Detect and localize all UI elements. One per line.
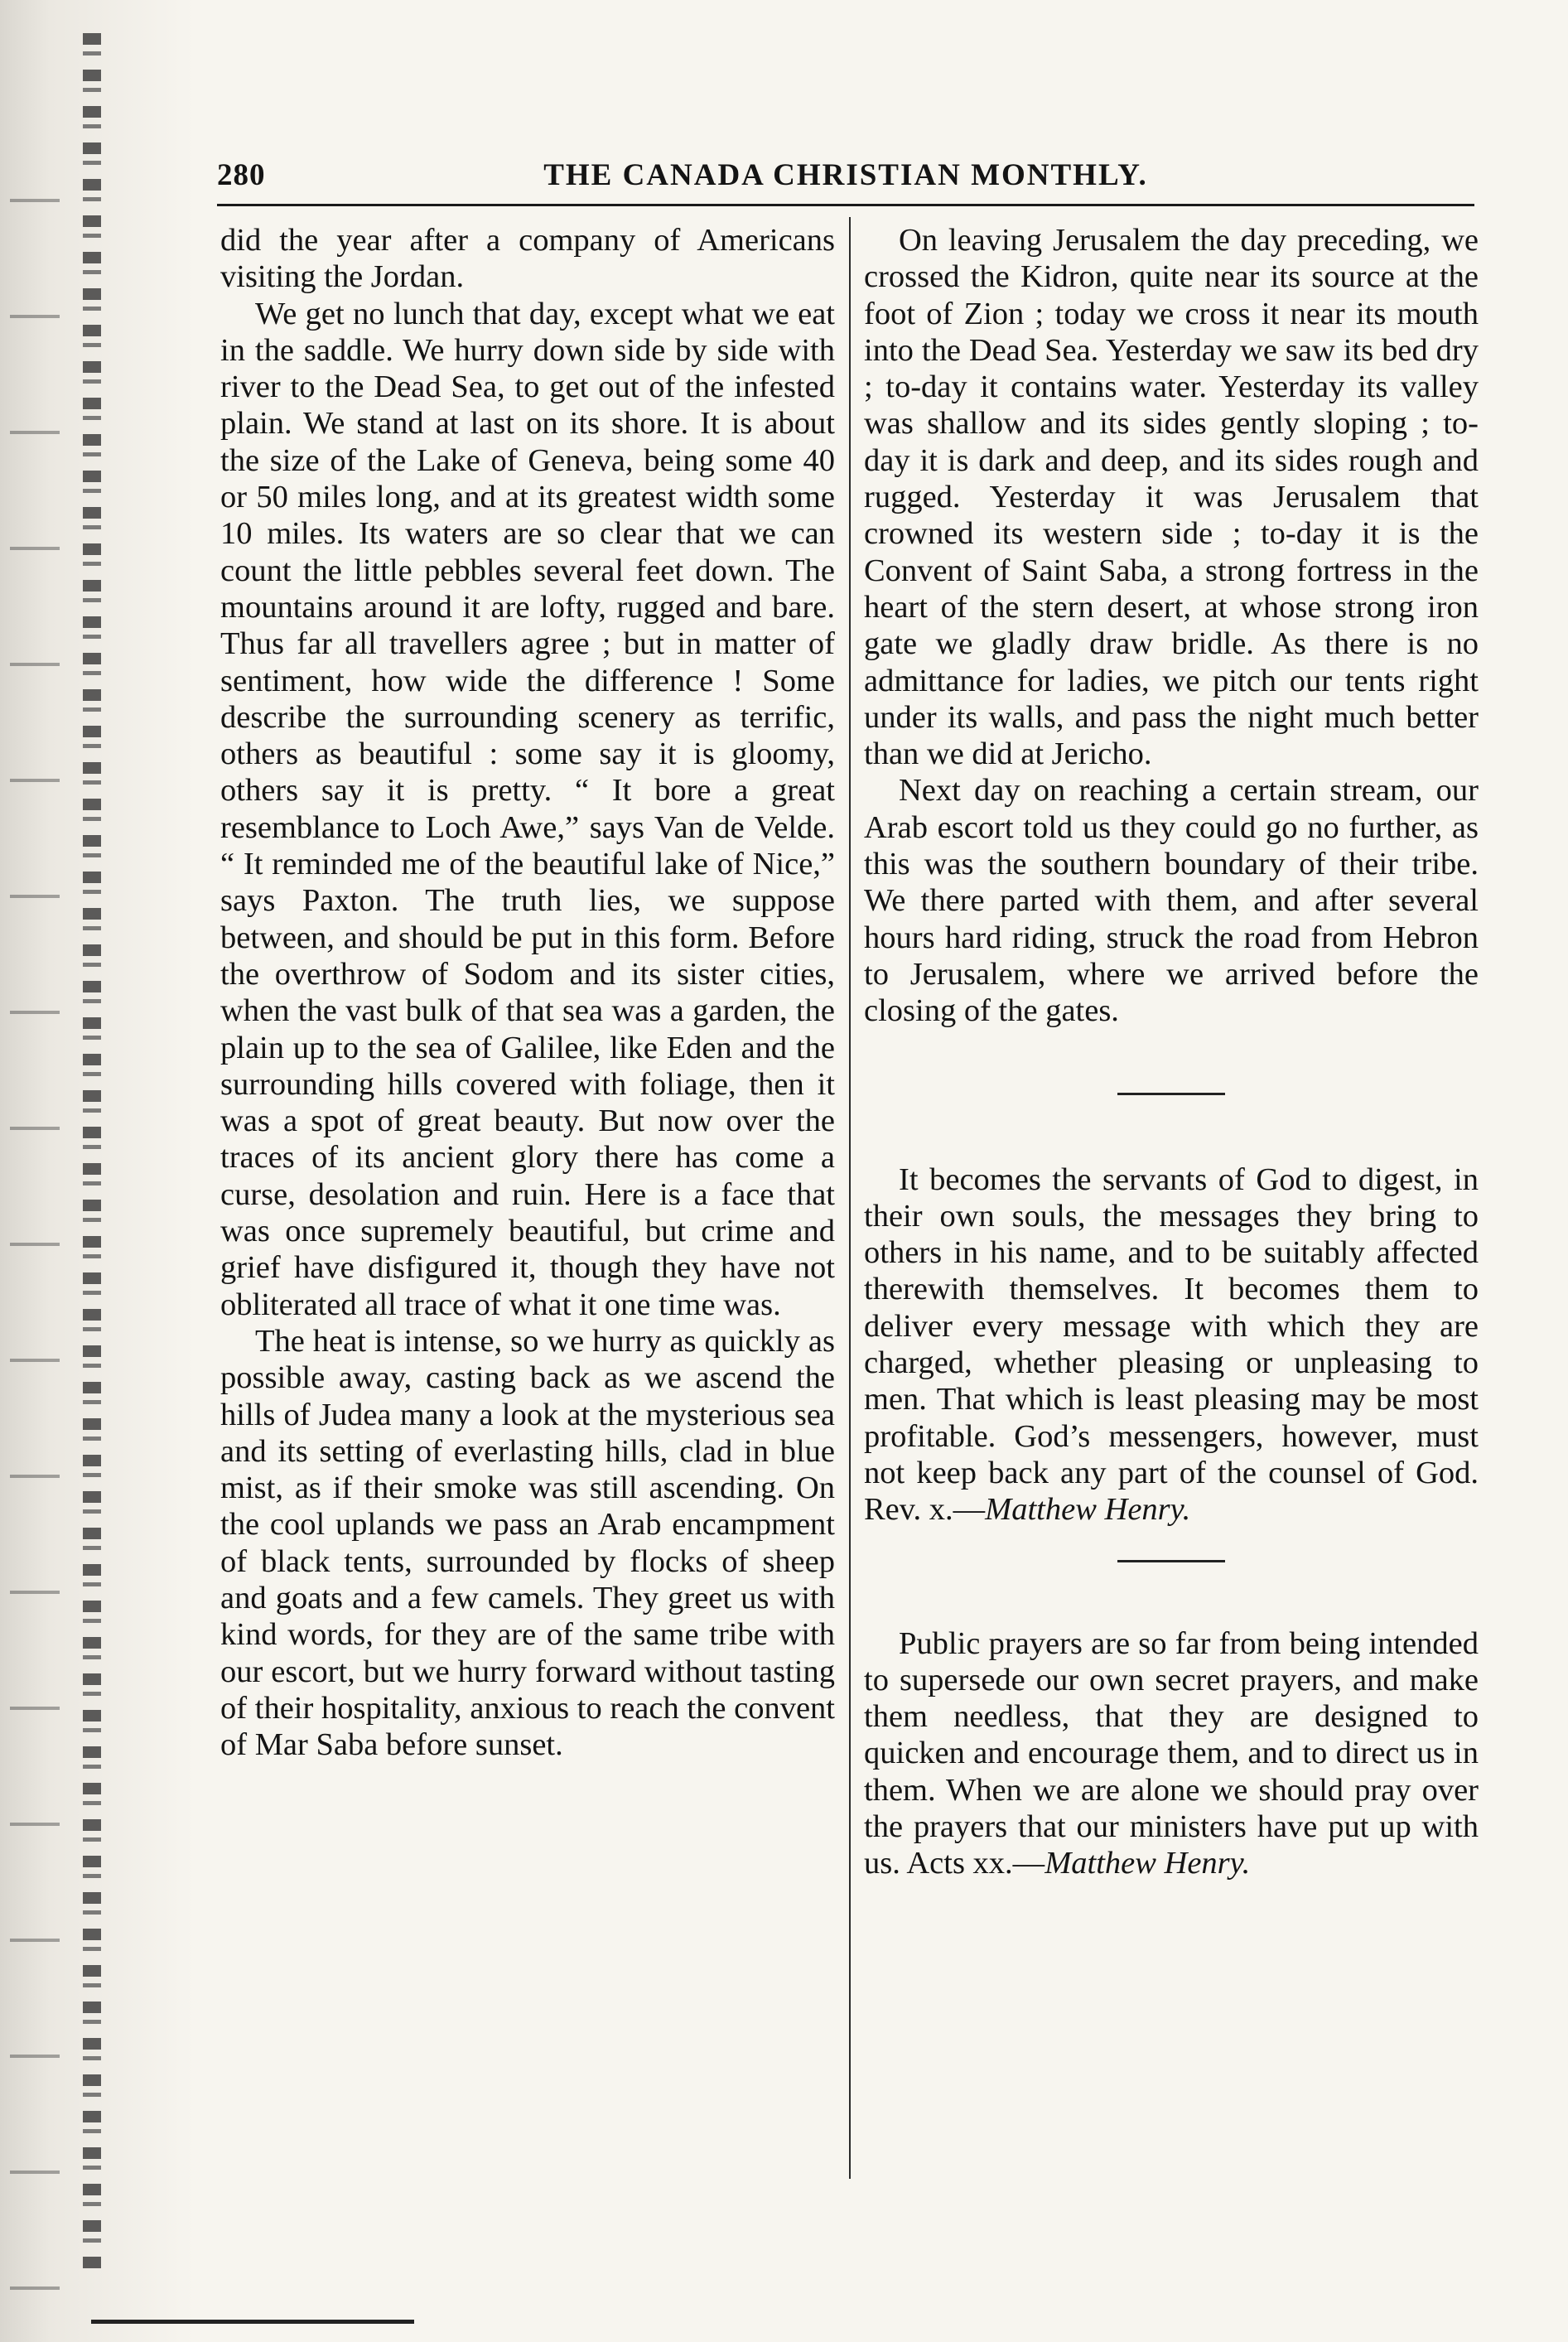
right-column xyxy=(864,222,1479,2185)
section-separator-2 xyxy=(1117,1560,1225,1562)
page-header xyxy=(217,151,1474,200)
right-paragraph-2: Next day on reaching a certain stream, our Arab escort told us they could go no further, as this was the southern boundary of their tribe. We there parted with them, and after several hours hard riding, struck the road from Hebron to Jerusalem, where we arrived before the closing of the gates. xyxy=(864,773,1479,1029)
section-separator xyxy=(1117,1093,1225,1095)
binding-edge-marks xyxy=(83,33,101,2270)
header-rule xyxy=(217,204,1474,206)
right-paragraph-1: On leaving Jerusalem the day preceding, we crossed the Kidron, quite near its source at the foot of Zion ; today we cross it near its mouth into the Dead Sea. Yesterday we saw its bed dry ; to-day it contains water. Yesterday its valley was shallow and its sides gently sloping ; to-day it is dark and deep, and its sides rough and rugged. Yesterday it was Jerusalem that crowned its western side ; to-day it is the Convent of Saint Saba, a strong fortress in the heart of the stern desert, at whose strong iron gate we gladly draw bridle. As there is no admittance for ladies, we pitch our tents right under its walls, and pass the night much better than we did at Jericho. xyxy=(864,223,1479,772)
attribution-matthew-henry-1: Matthew Henry. xyxy=(985,1492,1191,1528)
column-divider xyxy=(849,217,851,2179)
right-paragraph-4 xyxy=(864,1625,1479,1882)
left-paragraph-3: The heat is intense, so we hurry as quickly as possible away, casting back as we ascend the hills of Judea many a look at the mysterious sea and its setting of everlasting hills, clad in blue mist, as if their smoke was still ascending. On the cool uplands we pass an Arab encampment of black tents, surrounded by flocks of sheep and goats and a few camels. They greet us with kind words, for they are of the same tribe with our escort, but we hurry forward without tasting of their hospitality, anxious to reach the convent of Mar Saba before sunset. xyxy=(220,1323,835,1763)
right-paragraph-4-text: Public prayers are so far from being intended to supersede our own secret prayers, and make them needless, that they are designed to quicken and encourage them, and to direct us in them. When we are alone we should pray over the prayers that our ministers have put up with us. Acts xx.— xyxy=(864,1625,1479,1881)
page-number: 280 xyxy=(217,158,266,192)
left-paragraph-1: did the year after a company of Americans visiting the Jordan. xyxy=(220,223,835,295)
right-paragraph-3-text: It becomes the servants of God to digest, in their own souls, the messages they bring to others in his name, and to be suitably affected therewith themselves. It becomes them to deliver every message with which they are charged, whether pleasing or unpleasing to men. That which is least pleasing may be most profitable. God’s messengers, however, must not keep back any part of the counsel of God. Rev. x.— xyxy=(864,1161,1479,1528)
running-title: THE CANADA CHRISTIAN MONTHLY. xyxy=(543,158,1148,192)
binding-specks xyxy=(10,149,60,2303)
right-paragraph-3 xyxy=(864,1161,1479,1528)
left-paragraph-2: We get no lunch that day, except what we eat in the saddle. We hurry down side by side with river to the Dead Sea, to get out of the infested plain. We stand at last on its shore. It is about the size of the Lake of Geneva, being some 40 or 50 miles long, and at its greatest width some 10 miles. Its waters are so clear that we can count the little pebbles several feet down. The mountains around it are lofty, rugged and bare. Thus far all travellers agree ; but in matter of sentiment, how wide the difference ! Some describe the surrounding scenery as terrific, others as beautiful : some say it is gloomy, others say it is pretty. “ It bore a great resemblance to Loch Awe,” says Van de Velde. “ It reminded me of the beautiful lake of Nice,” says Paxton. The truth lies, we suppose between, and should be put in this form. Before the overthrow of Sodom and its sister cities, when the vast bulk of that sea was a garden, the plain up to the sea of Galilee, like Eden and the surrounding hills covered with foliage, then it was a spot of great beauty. But now over the traces of its ancient glory there has come a curse, desolation and ruin. Here is a face that was once supremely beautiful, but crime and grief have disfigured it, though they have not obliterated all trace of what it one time was. xyxy=(220,296,835,1322)
attribution-matthew-henry-2: Matthew Henry. xyxy=(1045,1846,1251,1881)
bottom-edge-line xyxy=(91,2320,414,2324)
left-column xyxy=(220,222,835,2185)
